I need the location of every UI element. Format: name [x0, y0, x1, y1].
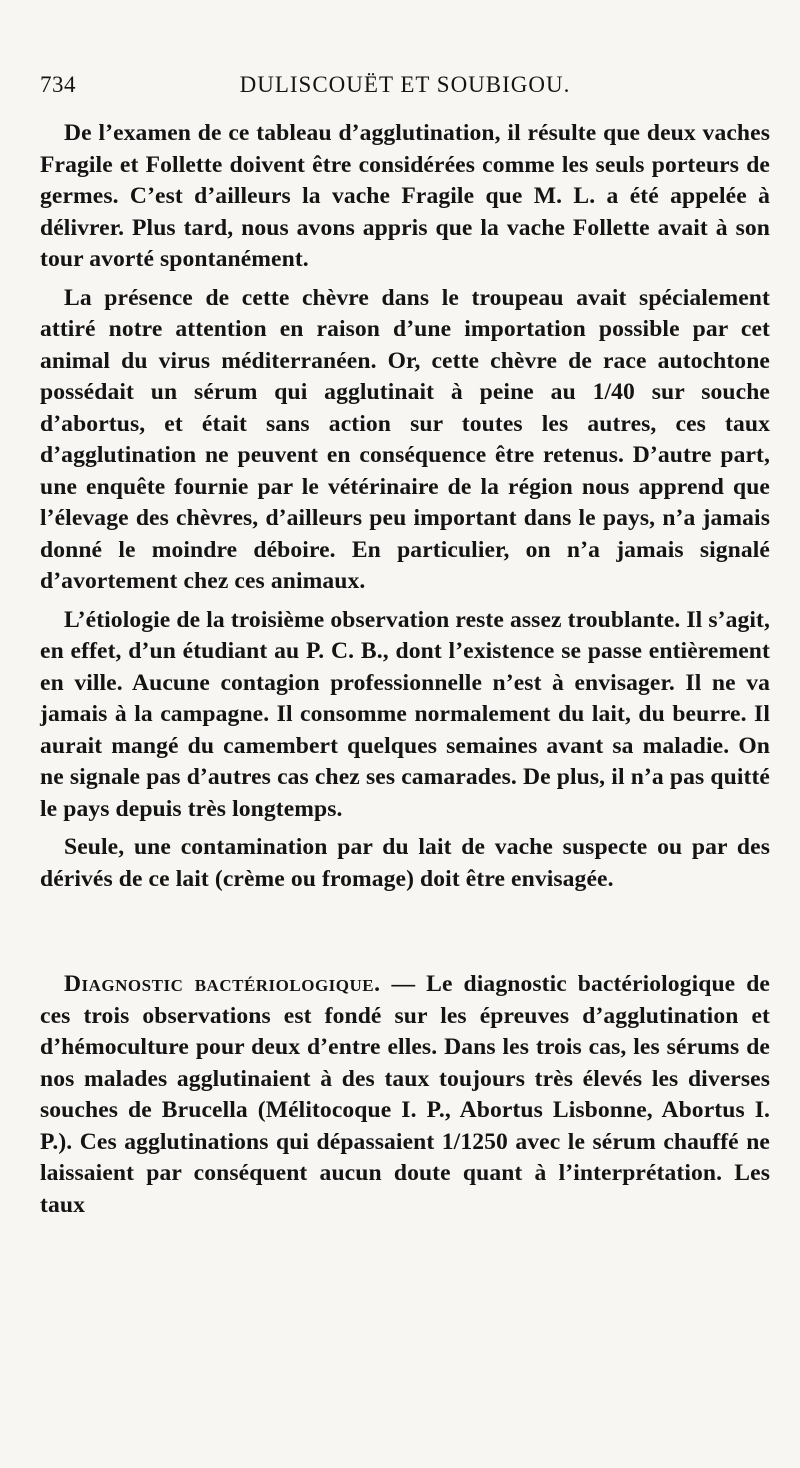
paragraph-2: La présence de cette chèvre dans le troupeau avait spécialement attiré notre attention en raison d’une importation possible par cet animal du virus méditerranéen. Or, cette chèvre de race autochtone possédait un sérum qui agglutinait à peine au 1/40 sur souche d’abortus, et était sans action sur toutes les autres, ces taux d’agglutination ne peuvent en conséquence être retenus. D’autre part, une enquête fournie par le vétérinaire de la région nous apprend que l’élevage des chèvres, d’ailleurs peu important dans le pays, n’a jamais donné le moindre déboire. En particulier, on n’a jamais signalé d’avortement chez ces animaux. — [40, 284, 770, 594]
running-title: DULISCOUËT ET SOUBIGOU. — [239, 72, 571, 97]
section-text: — Le diagnostic bactériologique de ces trois observations est fondé sur les épreuves d’agglutination et d’hémoculture pour deux d’entre elles. Dans les trois cas, les sérums de nos malades agglutinaient à des taux toujours très élevés les diverses souches de Brucella (Mélitocoque I. P., Abortus Lisbonne, Abortus I. P.). Ces agglutinations qui dépassaient 1/1250 avec le sérum chauffé ne laissaient par conséquent aucun doute quant à l’interprétation. Les taux — [40, 971, 770, 1218]
section-heading: Diagnostic bactériologique. — [64, 971, 381, 997]
paragraph-3: L’étiologie de la troisième observation reste assez troublante. Il s’agit, en effet, d’un étudiant au P. C. B., dont l’existence se passe entièrement en ville. Aucune contagion professionnelle n’est à envisager. Il ne va jamais à la campagne. Il consomme normalement du lait, du beurre. Il aurait mangé du camembert quelques semaines avant sa maladie. On ne signale pas d’autres cas chez ses camarades. De plus, il n’a pas quitté le pays depuis très longtemps. — [40, 606, 770, 822]
page-number: 734 — [40, 72, 76, 97]
section-paragraph — [40, 969, 770, 1221]
body-text — [40, 118, 770, 1221]
running-head — [40, 72, 770, 108]
paragraph-1: De l’examen de ce tableau d’agglutination, il résulte que deux vaches Fragile et Follette doivent être considérées comme les seuls porteurs de germes. C’est d’ailleurs la vache Fragile que M. L. a été appelée à délivrer. Plus tard, nous avons appris que la vache Follette avait à son tour avorté spontanément. — [40, 120, 770, 272]
paragraph-4: Seule, une contamination par du lait de vache suspecte ou par des dérivés de ce lait (crème ou fromage) doit être envisagée. — [40, 834, 770, 892]
